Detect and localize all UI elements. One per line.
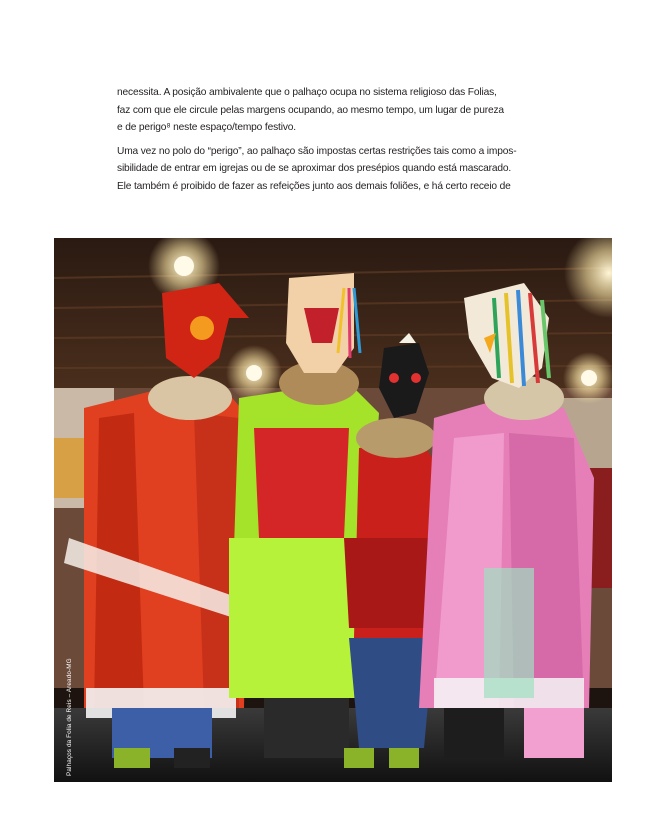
text-line: Ele também é proibido de fazer as refeições junto aos demais foliões, e há certo receio de <box>117 180 511 192</box>
text-line: e de perigo⁸ neste espaço/tempo festivo. <box>117 122 296 133</box>
paragraph-1 <box>117 84 517 137</box>
photo-caption: Palhaços da Folia de Reis – Areado-MG <box>66 658 73 776</box>
text-line: necessita. A posição ambivalente que o palhaço ocupa no sistema religioso das Folias, <box>117 87 497 98</box>
text-line: sibilidade de entrar em igrejas ou de se aproximar dos presépios quando está mascarado. <box>117 163 512 174</box>
text-line: faz com que ele circule pelas margens ocupando, ao mesmo tempo, um lugar de pureza <box>117 104 504 116</box>
clowns-photo <box>54 238 612 782</box>
text-line: Uma vez no polo do “perigo”, ao palhaço são impostas certas restrições tais como a impos- <box>117 145 517 157</box>
paragraph-2 <box>117 143 517 196</box>
body-text <box>117 84 517 195</box>
clowns-photo-illustration <box>54 238 612 782</box>
